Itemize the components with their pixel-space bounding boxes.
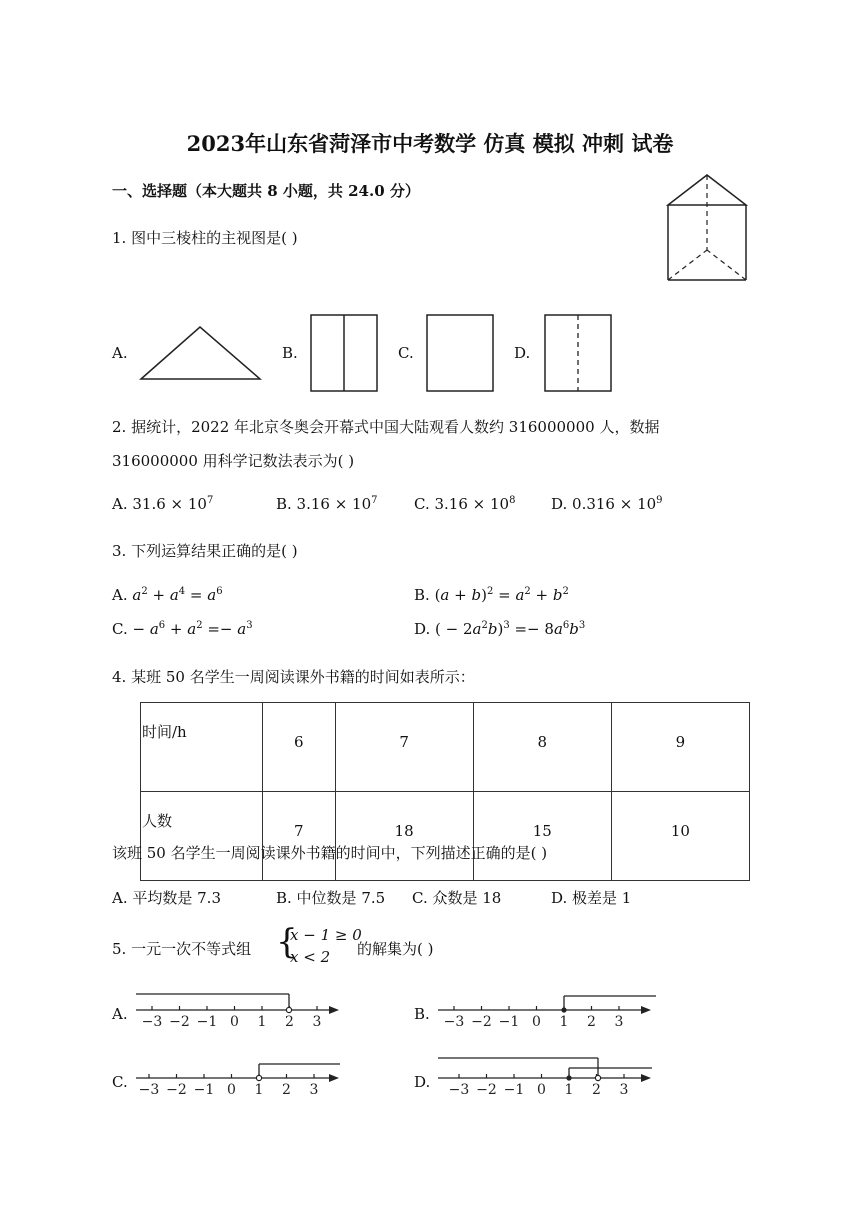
q1-option-d-figure (544, 314, 612, 392)
tick-label: 3 (619, 1082, 629, 1098)
table-cell: 8 (473, 703, 611, 792)
tick-label: −1 (503, 1082, 525, 1098)
tick-label: 0 (230, 1014, 239, 1030)
tick-label: −1 (196, 1014, 218, 1030)
inequality-2: x < 2 (290, 948, 331, 966)
q5-option-c-label: C. (112, 1073, 128, 1091)
q1-option-a-triangle (140, 325, 262, 381)
q4-option-b: B. 中位数是 7.5 (276, 889, 386, 907)
tick-label: −1 (193, 1082, 215, 1098)
q2-option-c: C. $3.16 \times 10^8$ (414, 495, 516, 513)
question-2-line2: 316000000 用科学记数法表示为( ) (112, 452, 355, 470)
tick-label: 2 (285, 1014, 294, 1030)
question-5-suffix: 的解集为( ) (357, 940, 434, 958)
question-3-stem: 3. 下列运算结果正确的是( ) (112, 542, 298, 560)
tick-label: 0 (537, 1082, 546, 1098)
tick-label: −2 (169, 1014, 190, 1030)
tick-label: −3 (138, 1082, 160, 1098)
tick-label: 3 (312, 1014, 322, 1030)
q1-option-d-label: D. (514, 344, 531, 362)
table-cell: 18 (335, 792, 473, 881)
tick-label: 1 (257, 1014, 267, 1030)
q1-option-a-label: A. (112, 344, 128, 362)
arrow-head-icon (641, 1006, 651, 1014)
question-4-follow: 该班 50 名学生一周阅读课外书籍的时间中，下列描述正确的是( ) (112, 844, 548, 862)
inequality-1: x − 1 ≥ 0 (290, 926, 362, 944)
tick-label: 1 (564, 1082, 574, 1098)
tick-label: 0 (532, 1014, 541, 1030)
question-1-stem: 1. 图中三棱柱的主视图是( ) (112, 229, 298, 247)
table-cell: 6 (263, 703, 336, 792)
tick-label: 2 (282, 1082, 291, 1098)
arrow-head-icon (329, 1074, 339, 1082)
q5-option-b-label: B. (414, 1005, 430, 1023)
q1-option-c-label: C. (398, 344, 414, 362)
q4-option-d: D. 极差是 1 (551, 889, 632, 907)
tick-label: 3 (309, 1082, 319, 1098)
section-heading: 一、选择题（本大题共 8 小题，共 24.0 分） (112, 182, 420, 200)
table-cell: 7 (335, 703, 473, 792)
table-row (141, 792, 750, 881)
tick-label: −2 (476, 1082, 497, 1098)
q4-option-a: A. 平均数是 7.3 (112, 889, 221, 907)
q5-number-line-d (436, 1054, 656, 1104)
question-5-prefix: 5. 一元一次不等式组 (112, 940, 252, 958)
tick-label: 2 (592, 1082, 601, 1098)
q3-option-d: D. ( − $2a^2b)^3 =- 8a^6b^3$ (414, 620, 586, 638)
tick-label: 1 (559, 1014, 569, 1030)
q2-option-a: A. $31.6 \times 10^7$ (112, 495, 214, 513)
table-cell: 10 (611, 792, 749, 881)
table-header-count: 人数 (141, 792, 263, 881)
q3-option-b: B. $(a + b)^2 = a^2 + b^2$ (414, 586, 569, 604)
table-cell: 7 (263, 792, 336, 881)
q3-option-c: C. − $a^6 + a^2 =- a^3$ (112, 620, 253, 638)
q1-option-c-figure (426, 314, 494, 392)
q3-option-a: A. $a^2 + a^4 = a^6$ (112, 586, 223, 604)
tick-label: 1 (254, 1082, 264, 1098)
question-2-line1: 2. 据统计，2022 年北京冬奥会开幕式中国大陆观看人数约 316000000 人，数据 (112, 418, 660, 436)
q2-option-d: D. $0.316 \times 10^9$ (551, 495, 663, 513)
table-header-time: 时间/h (141, 703, 263, 792)
q4-option-c: C. 众数是 18 (412, 889, 502, 907)
tick-label: −1 (498, 1014, 520, 1030)
arrow-head-icon (329, 1006, 339, 1014)
table-row (141, 703, 750, 792)
tick-label: −2 (166, 1082, 187, 1098)
tick-label: 0 (227, 1082, 236, 1098)
table-cell: 15 (473, 792, 611, 881)
question-4-stem: 4. 某班 50 名学生一周阅读课外书籍的时间如表所示： (112, 668, 475, 686)
q5-option-d-label: D. (414, 1073, 431, 1091)
q1-option-b-figure (310, 314, 378, 392)
page-title: 2023年山东省菏泽市中考数学 仿真 模拟 冲刺 试卷 (186, 131, 674, 156)
tick-label: −3 (443, 1014, 465, 1030)
q5-number-line-a (134, 990, 349, 1035)
tick-label: −3 (141, 1014, 163, 1030)
arrow-head-icon (641, 1074, 651, 1082)
tick-label: 3 (614, 1014, 624, 1030)
q5-number-line-b (436, 990, 661, 1035)
tick-label: −2 (471, 1014, 492, 1030)
table-cell: 9 (611, 703, 749, 792)
q1-option-b-label: B. (282, 344, 298, 362)
q5-number-line-c (134, 1058, 349, 1103)
tick-label: 2 (587, 1014, 596, 1030)
q5-option-a-label: A. (112, 1005, 128, 1023)
q2-option-b: B. $3.16 \times 10^7$ (276, 495, 378, 513)
system-brace: { (276, 922, 298, 962)
tick-label: −3 (448, 1082, 470, 1098)
prism-figure (660, 170, 760, 285)
